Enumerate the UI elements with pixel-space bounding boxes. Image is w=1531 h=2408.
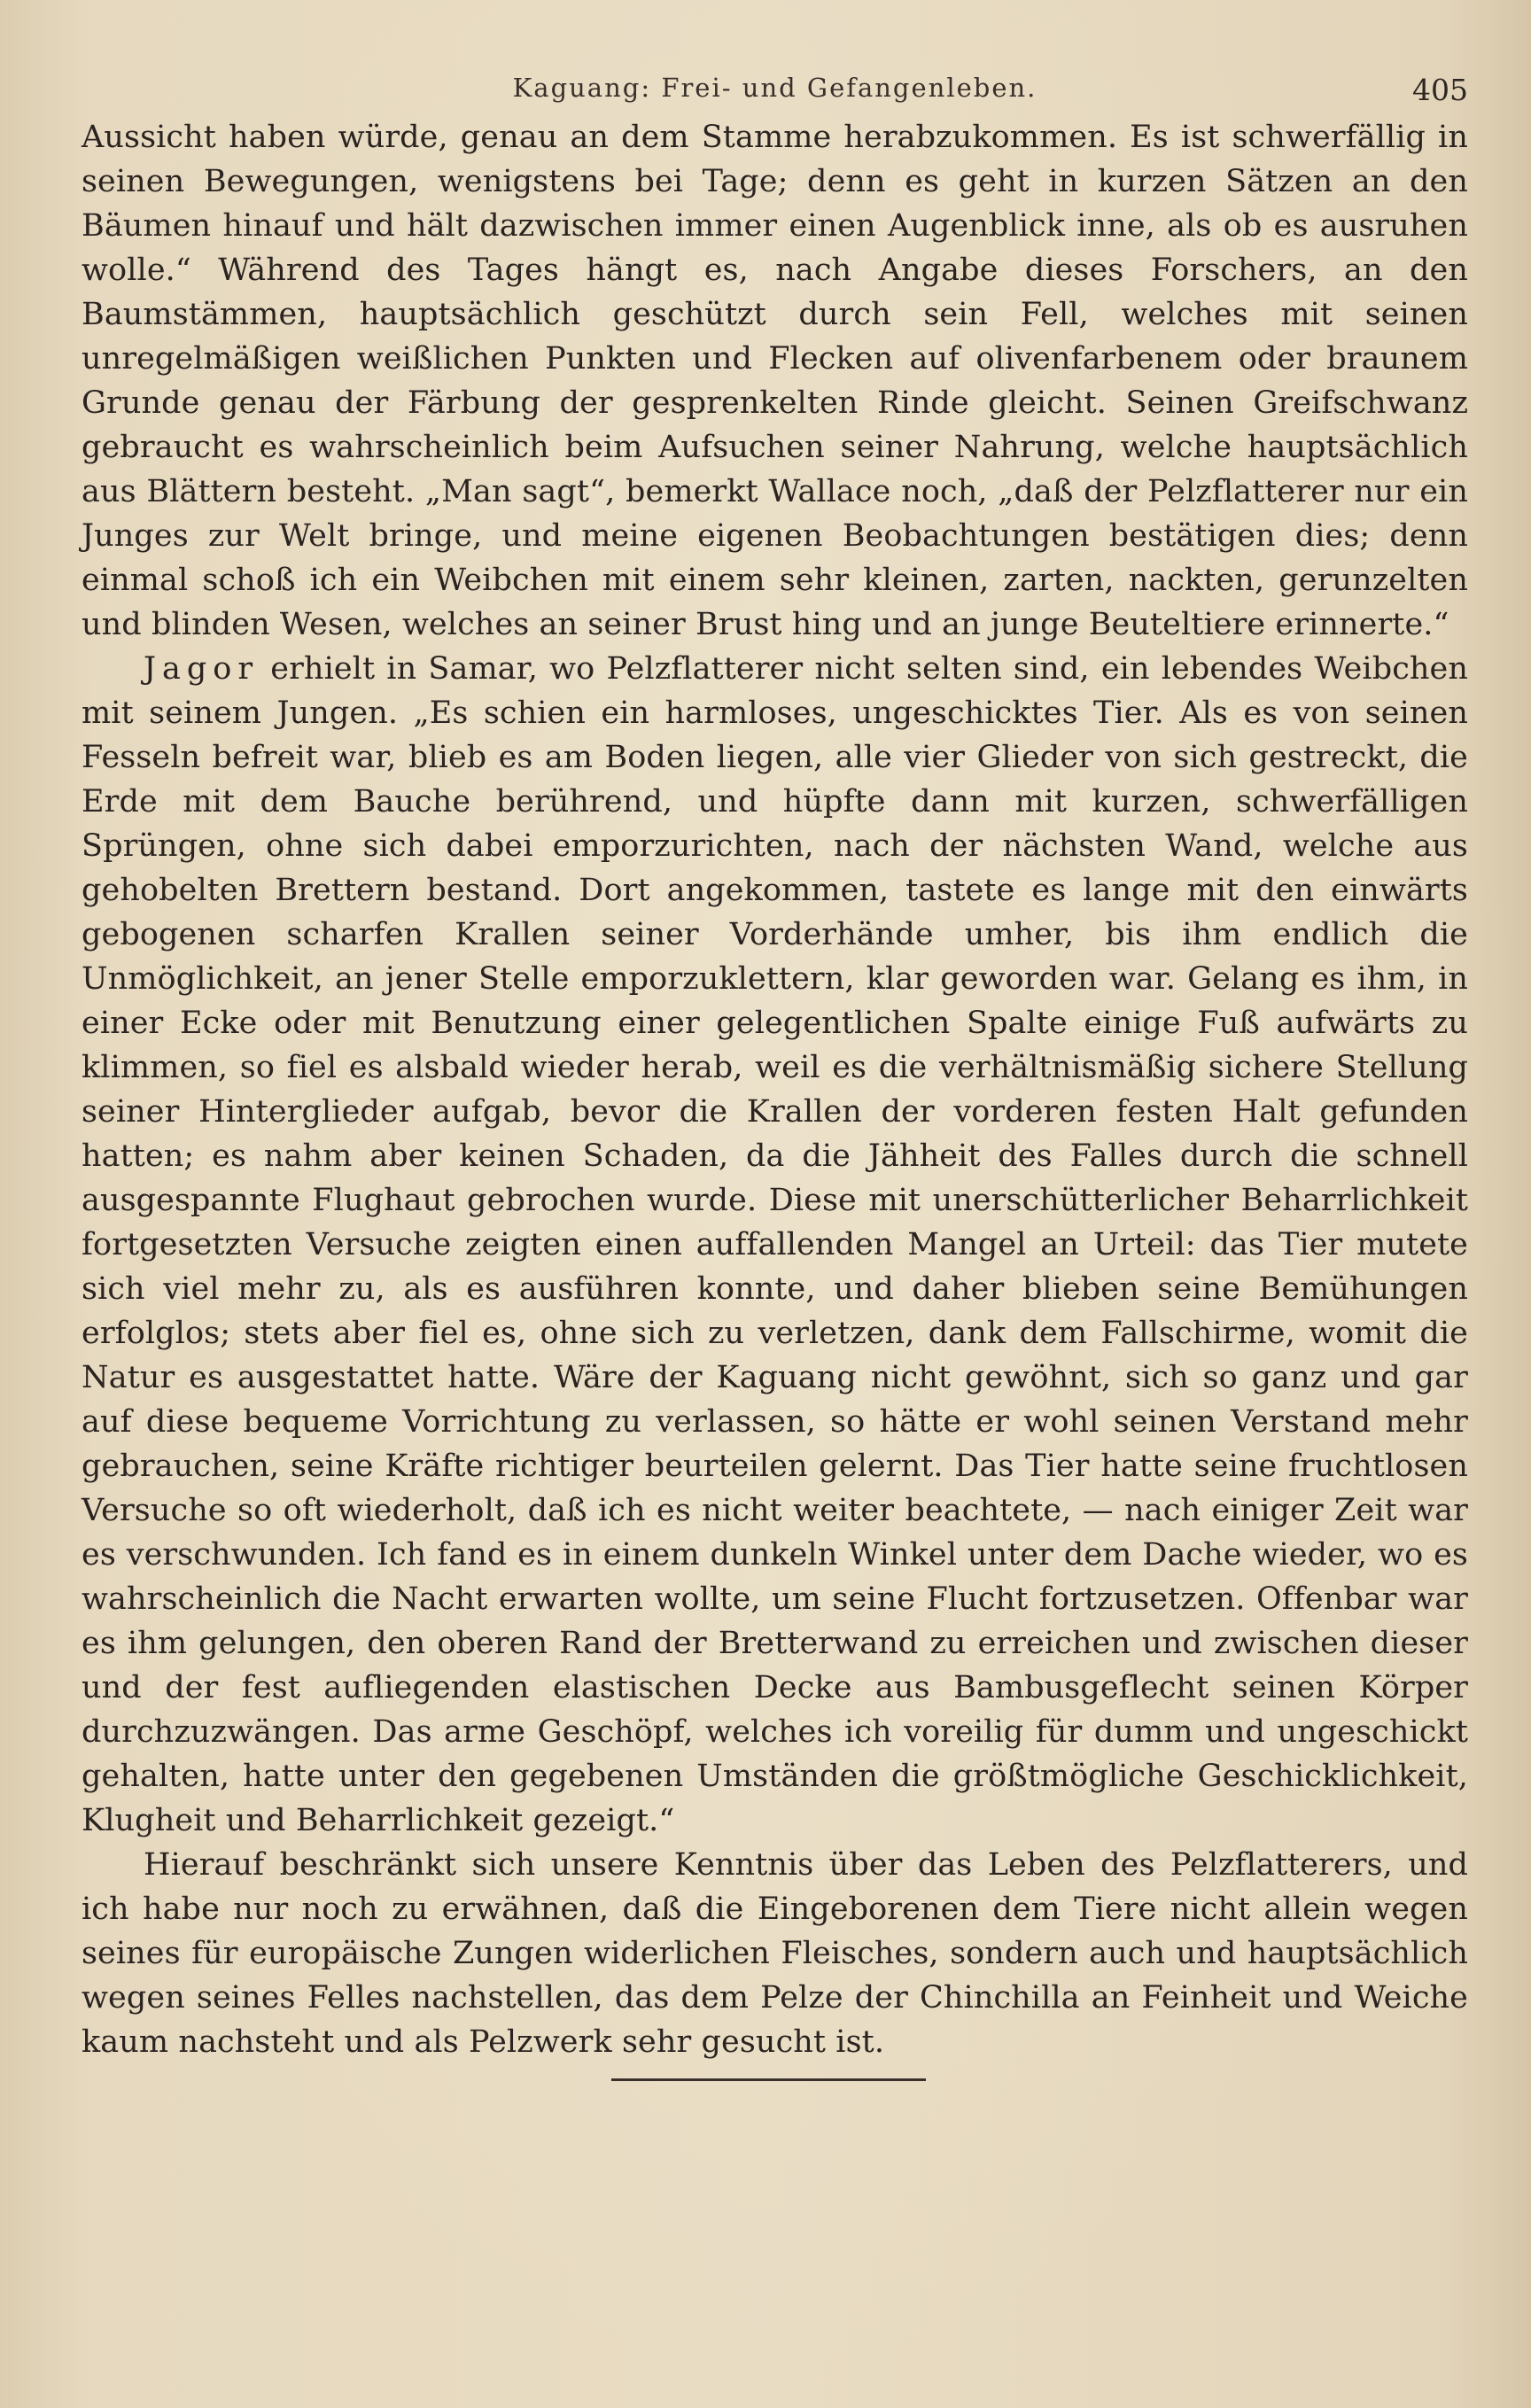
page-number: 405 xyxy=(1412,73,1468,107)
paragraph-1: Aussicht haben würde, genau an dem Stamme herabzukommen. Es ist schwerfällig in seinen Bewegungen, wenigstens bei Tage; denn es geht in kurzen Sätzen an den Bäumen hinauf und hält dazwischen immer einen Augenblick inne, als ob es ausruhen wolle.“ Während des Tages hängt es, nach Angabe dieses Forschers, an den Baumstämmen, hauptsächlich geschützt durch sein Fell, welches mit seinen unregelmäßigen weißlichen Punkten und Flecken auf olivenfarbenem oder braunem Grunde genau der Färbung der gesprenkelten Rinde gleicht. Seinen Greifschwanz gebraucht es wahrscheinlich beim Aufsuchen seiner Nahrung, welche hauptsächlich aus Blättern besteht. „Man sagt“, bemerkt Wallace noch, „daß der Pelzflatterer nur ein Junges zur Welt bringe, und meine eigenen Beobachtungen bestätigen dies; denn einmal schoß ich ein Weibchen mit einem sehr kleinen, zarten, nackten, gerunzelten und blinden Wesen, welches an seiner Brust hing und an junge Beuteltiere erinnerte.“ xyxy=(82,120,1468,642)
paragraph-3: Hierauf beschränkt sich unsere Kenntnis über das Leben des Pelzflatterers, und ich habe nur noch zu erwähnen, daß die Eingeborenen dem Tiere nicht allein wegen seines für europäische Zungen widerlichen Fleisches, sondern auch und hauptsächlich wegen seines Felles nachstellen, das dem Pelze der Chinchilla an Feinheit und Weiche kaum nachsteht und als Pelzwerk sehr gesucht ist. xyxy=(82,1847,1468,2060)
running-head: Kaguang: Frei- und Gefangenleben. xyxy=(512,73,1038,103)
page-header xyxy=(82,66,1468,110)
paragraph-2 xyxy=(82,647,1468,1843)
section-end-rule xyxy=(611,2078,926,2081)
paragraph-2-text: erhielt in Samar, wo Pelzflatterer nicht selten sind, ein lebendes Weibchen mit seinem Jungen. „Es schien ein harmloses, ungeschicktes Tier. Als es von seinen Fesseln befreit war, blieb es am Boden liegen, alle vier Glieder von sich gestreckt, die Erde mit dem Bauche berührend, und hüpfte dann mit kurzen, schwerfälligen Sprüngen, ohne sich dabei emporzurichten, nach der nächsten Wand, welche aus gehobelten Brettern bestand. Dort angekommen, tastete es lange mit den einwärts gebogenen scharfen Krallen seiner Vorderhände umher, bis ihm endlich die Unmöglichkeit, an jener Stelle emporzuklettern, klar geworden war. Gelang es ihm, in einer Ecke oder mit Benutzung einer gelegentlichen Spalte einige Fuß aufwärts zu klimmen, so fiel es alsbald wieder herab, weil es die verhältnismäßig sichere Stellung seiner Hinterglieder aufgab, bevor die Krallen der vorderen festen Halt gefunden hatten; es nahm aber keinen Schaden, da die Jähheit des Falles durch die schnell ausgespannte Flughaut gebrochen wurde. Diese mit unerschütterlicher Beharrlichkeit fortgesetzten Versuche zeigten einen auffallenden Mangel an Urteil: das Tier mutete sich viel mehr zu, als es ausführen konnte, und daher blieben seine Bemühungen erfolglos; stets aber fiel es, ohne sich zu verletzen, dank dem Fallschirme, womit die Natur es ausgestattet hatte. Wäre der Kaguang nicht gewöhnt, sich so ganz und gar auf diese bequeme Vorrichtung zu verlassen, so hätte er wohl seinen Verstand mehr gebrauchen, seine Kräfte richtiger beurteilen gelernt. Das Tier hatte seine fruchtlosen Versuche so oft wiederholt, daß ich es nicht weiter beachtete, — nach einiger Zeit war es verschwunden. Ich fand es in einem dunkeln Winkel unter dem Dache wieder, wo es wahrscheinlich die Nacht erwarten wollte, um seine Flucht fortzusetzen. Offenbar war es ihm gelungen, den oberen Rand der Bretterwand zu erreichen und zwischen dieser und der fest aufliegenden elastischen Decke aus Bambusgeflecht seinen Körper durchzuzwängen. Das arme Geschöpf, welches ich voreilig für dumm und ungeschickt gehalten, hatte unter den gegebenen Umständen die größtmögliche Geschicklichkeit, Klugheit und Beharrlichkeit gezeigt.“ xyxy=(82,651,1468,1838)
body-text xyxy=(82,115,1468,2064)
author-name-jagor: Jagor xyxy=(144,651,260,687)
